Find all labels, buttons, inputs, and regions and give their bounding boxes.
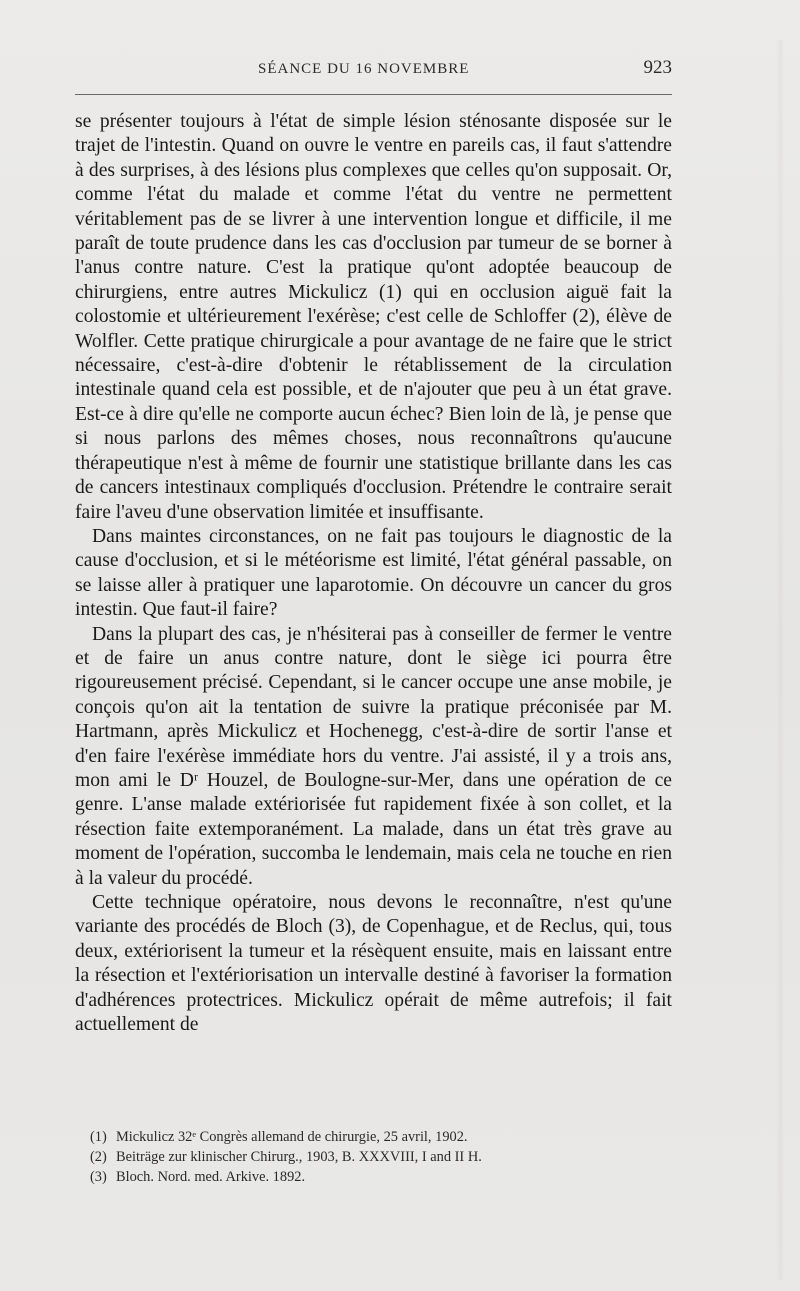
scan-shadow <box>776 40 784 1280</box>
footnote-number: (1) <box>90 1129 107 1145</box>
footnotes <box>90 1127 672 1187</box>
paragraph: Cette technique opératoire, nous devons le reconnaître, n'est qu'une variante des procédés de Bloch (3), de Copenhague, et de Reclus, qui, tous deux, extériorisent la tumeur et la résèquent ensuite, mais en laissant entre la résection et l'extériorisation un intervalle destiné à favoriser la formation d'adhérences protectrices. Mickulicz opérait de même autrefois; il fait actuellement de <box>75 892 672 1036</box>
paragraph: Dans maintes circonstances, on ne fait pas toujours le diagnostic de la cause d'occlusion, et si le météorisme est limité, l'état général passable, on se laisse aller à pratiquer une laparotomie. On découvre un cancer du gros intestin. Que faut-il faire? <box>75 525 672 621</box>
page-number: 923 <box>643 57 672 78</box>
footnote-number: (2) <box>90 1149 107 1165</box>
footnote <box>90 1127 672 1147</box>
footnote-text: Bloch. Nord. med. Arkive. 1892. <box>116 1169 306 1185</box>
body-text <box>75 110 672 1037</box>
footnote <box>90 1147 672 1167</box>
footnote-text: Beiträge zur klinischer Chirurg., 1903, B. XXXVIII, I and II H. <box>116 1149 482 1165</box>
footnote-number: (3) <box>90 1169 107 1185</box>
running-title: SÉANCE DU 16 NOVEMBRE <box>258 61 470 77</box>
header-rule <box>75 94 672 95</box>
footnote <box>90 1167 672 1187</box>
paragraph: se présenter toujours à l'état de simple lésion sténosante disposée sur le trajet de l'intestin. Quand on ouvre le ventre en pareils cas, il faut s'attendre à des surprises, à des lésions plus complexes que celles qu'on supposait. Or, comme l'état du malade et comme l'état du ventre ne permettent véritablement pas de se livrer à une intervention longue et difficile, il me paraît de toute prudence dans les cas d'occlusion par tumeur de se borner à l'anus contre nature. C'est la pratique qu'ont adoptée beaucoup de chirurgiens, entre autres Mickulicz (1) qui en occlusion aiguë fait la colostomie et ultérieurement l'exérèse; c'est celle de Schloffer (2), élève de Wolfler. Cette pratique chirurgicale a pour avantage de ne faire que le strict nécessaire, c'est-à-dire d'obtenir le rétablissement de la circulation intestinale quand cela est possible, et de n'ajouter que peu à un état grave. Est-ce à dire qu'elle ne comporte aucun échec? Bien loin de là, je pense que si nous parlons des mêmes choses, nous reconnaîtrons qu'aucune thérapeutique n'est à même de fournir une statistique brillante dans les cas de cancers intestinaux compliqués d'occlusion. Prétendre le contraire serait faire l'aveu d'une observation limitée et insuffisante. <box>75 111 672 523</box>
paragraph: Dans la plupart des cas, je n'hésiterai pas à conseiller de fermer le ventre et de faire un anus contre nature, dont le siège ici pourra être rigoureusement précisé. Cependant, si le cancer occupe une anse mobile, je conçois qu'on ait la tentation de suivre la pratique préconisée par M. Hartmann, après Mickulicz et Hochenegg, c'est-à-dire de sortir l'anse et d'en faire l'exérèse immédiate hors du ventre. J'ai assisté, il y a trois ans, mon ami le Dʳ Houzel, de Boulogne-sur-Mer, dans une opération de ce genre. L'anse malade extériorisée fut rapidement fixée à son collet, et la résection faite extemporanément. La malade, dans un état très grave au moment de l'opération, succomba le lendemain, mais cela ne touche en rien à la valeur du procédé. <box>75 623 672 889</box>
page-header <box>75 57 672 87</box>
footnote-text: Mickulicz 32ᵉ Congrès allemand de chirurgie, 25 avril, 1902. <box>116 1129 468 1145</box>
